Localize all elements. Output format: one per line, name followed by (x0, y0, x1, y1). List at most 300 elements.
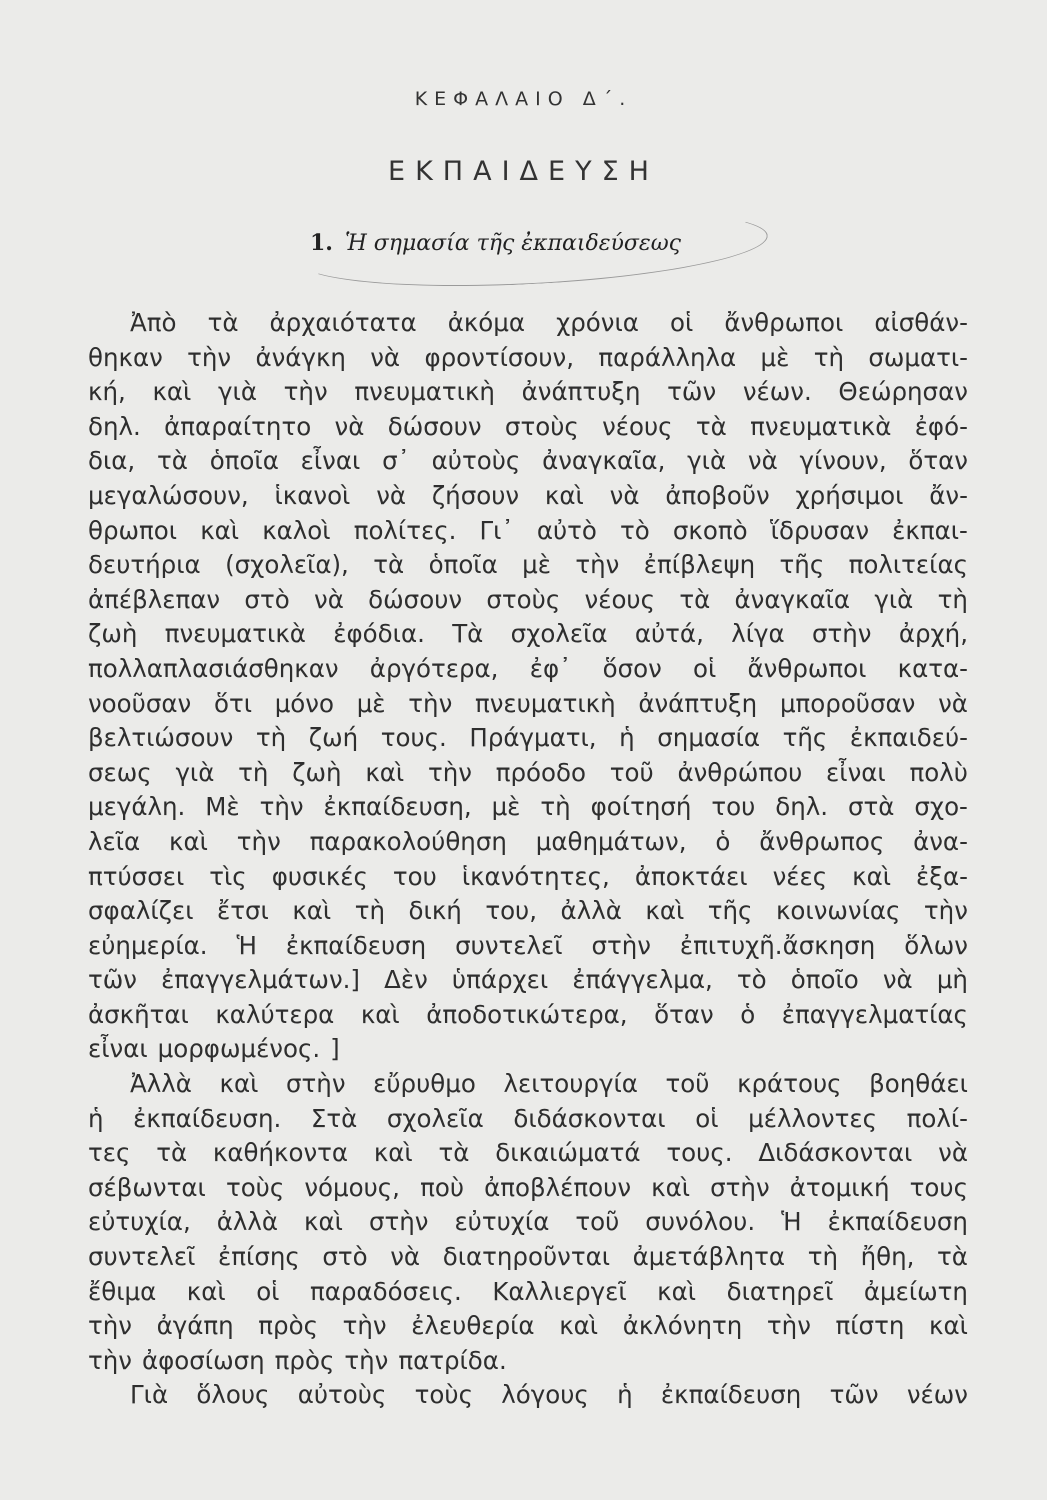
word: Ἡ (236, 930, 257, 960)
word: ἐκπαίδευση (660, 1380, 802, 1410)
word: δικαιώματά (495, 1138, 641, 1168)
word: διδάσκονται (513, 1103, 666, 1133)
word: ἄνθρωποι (724, 308, 844, 337)
word: ἐπιτυχῆ.ἄσκηση (679, 930, 876, 960)
chapter-title: ΕΚΠΑΙΔΕΥΣΗ (388, 156, 659, 187)
word: ἀνάπτυξη (521, 377, 641, 407)
word: εὐτυχία (454, 1207, 550, 1237)
text-line (88, 1102, 968, 1137)
text-line (88, 1136, 968, 1171)
word: ἐξα- (916, 861, 968, 891)
word: ἀποδοτικώτερα, (426, 999, 628, 1029)
word: νόμους, (304, 1172, 400, 1202)
word: πολί- (906, 1103, 968, 1133)
word: Ἡ (781, 1207, 802, 1237)
word: καὶ (929, 1311, 968, 1341)
word: ἀσκῆται (88, 999, 189, 1029)
word: ἀτομική (789, 1172, 890, 1202)
word: αἰσθάν- (874, 308, 968, 337)
word: ἄνθρωπος (759, 826, 885, 856)
text-line (88, 1275, 968, 1310)
word: καὶ (651, 1172, 691, 1202)
word: ἡ (88, 1103, 104, 1133)
word: καὶ (657, 1276, 697, 1306)
word: στὴν (368, 1207, 429, 1237)
word: ὅλων (904, 930, 968, 960)
word: τὴ (813, 342, 844, 372)
text-line (88, 1067, 968, 1102)
word: τῆς (779, 550, 825, 580)
word: νέους (602, 411, 673, 441)
word: ἐκπαίδευση (827, 1207, 968, 1237)
body-text (88, 306, 968, 1413)
word: τοῦ (665, 1069, 710, 1099)
text-line (88, 687, 968, 722)
word: τὸ (620, 515, 650, 545)
word: τὸ (736, 965, 767, 995)
text-line (88, 341, 968, 376)
text-line (88, 1032, 968, 1067)
word: ἀποβλέπουν (484, 1172, 632, 1202)
word: διατηρεῖ (726, 1276, 834, 1306)
word: καὶ (360, 999, 400, 1029)
word: αὐτοὺς (297, 1380, 387, 1410)
word: ἐκπαίδευση, (323, 792, 472, 822)
word: ὅταν (908, 446, 968, 476)
word: Πράγματι, (469, 723, 597, 753)
word: ἐφό- (914, 411, 968, 441)
word: κοινωνίας (775, 896, 901, 926)
word: εἶναι (300, 446, 361, 476)
word: συντελεῖ (88, 1242, 196, 1272)
word: νέων (906, 1380, 968, 1410)
word: νὰ (609, 480, 640, 510)
word: τῶν (667, 377, 717, 407)
word: ὅσον (602, 653, 662, 683)
word: ζήσουν (431, 480, 520, 510)
word: ποὺ (420, 1172, 465, 1202)
word: γιὰ (874, 584, 914, 614)
section-heading (310, 230, 681, 256)
word: Δὲν (384, 965, 428, 995)
word: ἀμείωτη (863, 1276, 968, 1306)
word: ἀγάπη (156, 1311, 234, 1341)
word: μὲ (522, 550, 551, 580)
word: τους. (666, 1138, 733, 1168)
word: τὰ (937, 1242, 968, 1272)
word: τὴν (259, 792, 304, 822)
word: του, (485, 896, 538, 926)
word: ἄνθρωποι (747, 653, 867, 683)
word: αὐτοὺς (431, 446, 521, 476)
word: Διδάσκονται (758, 1138, 913, 1168)
word: ἀφοσίωση (141, 1345, 265, 1375)
word: μορφωμένος. (157, 1034, 321, 1064)
word: φυσικές (271, 861, 368, 891)
word: καλοὶ (262, 515, 331, 545)
word: πνευματικὰ (750, 411, 892, 441)
text-line (88, 825, 968, 860)
word: οἱ (669, 308, 694, 337)
word: καὶ (169, 826, 208, 856)
text-line (88, 756, 968, 791)
word: δια, (88, 446, 136, 476)
word: νέων. (742, 377, 812, 407)
word: σφαλίζει (88, 896, 194, 926)
word: κράτους (737, 1069, 842, 1099)
word: ἀποκτάει (634, 861, 748, 891)
word: νὰ (882, 965, 913, 995)
word: μόνο (274, 688, 334, 718)
word: γιὰ (175, 757, 215, 787)
word: ἀνα- (913, 826, 968, 856)
word: διατηροῦνται (442, 1242, 611, 1272)
word: εὐημερία. (88, 930, 208, 960)
word: νοοῦσαν (88, 688, 192, 718)
text-line (88, 790, 968, 825)
text-line (88, 929, 968, 964)
word: νὰ (376, 480, 407, 510)
word: ἐκπαίδευση (285, 930, 427, 960)
text-line (88, 514, 968, 549)
word: ζωὴ (88, 619, 138, 649)
word: στὴν (286, 1069, 346, 1099)
word: κατα- (897, 653, 968, 683)
word: δώσουν (387, 411, 482, 441)
word: βελτιώσουν (88, 723, 234, 753)
word: συνόλου. (645, 1207, 756, 1237)
word: καὶ (152, 377, 192, 407)
word: τὰ (157, 446, 188, 476)
word: ὁ (715, 826, 731, 856)
word: ἀρχή, (898, 619, 968, 649)
word: στὴν (591, 930, 651, 960)
word: ἐκπαίδευση. (133, 1103, 282, 1133)
word: τες (88, 1138, 131, 1168)
word: ] (330, 1034, 340, 1064)
word: ὑπάρχει (451, 965, 549, 995)
word: ὅταν (654, 999, 714, 1029)
text-line (88, 444, 968, 479)
word: καὶ (304, 1207, 343, 1237)
word: ἀρχαιότατα (269, 308, 417, 337)
word: ἐκπαιδεύ- (849, 723, 968, 753)
word: νὰ (938, 688, 968, 718)
word: ἀργότερα, (369, 653, 499, 683)
word: φροντίσουν, (424, 342, 575, 372)
word: νέους (584, 584, 655, 614)
word: καὶ (559, 1311, 599, 1341)
word: τὴν (428, 757, 472, 787)
word: αὐτά, (634, 619, 704, 649)
word: τὴν (923, 896, 968, 926)
text-line (88, 617, 968, 652)
word: τῶν (829, 1380, 879, 1410)
word: ἀπαραίτητο (164, 411, 312, 441)
word: τὰ (207, 308, 239, 337)
word: πνευματικὴ (354, 377, 495, 407)
word: ἐπαγγελματίας (781, 999, 968, 1029)
word: στοὺς (486, 584, 561, 614)
text-line (88, 1240, 968, 1275)
word: παράλληλα (598, 342, 737, 372)
word: καὶ (365, 757, 405, 787)
word: ὁ (740, 999, 756, 1029)
word: στοὺς (504, 411, 579, 441)
text-line (88, 479, 968, 514)
text-line (88, 375, 968, 410)
word: ἀλλὰ (216, 1207, 279, 1237)
text-line (88, 860, 968, 895)
word: καὶ (373, 1138, 413, 1168)
word: πατρίδα. (398, 1345, 507, 1375)
word: στὴν (710, 1172, 770, 1202)
word: αὐτὸ (536, 515, 597, 545)
word: ὁποῖα (209, 446, 279, 476)
word: τους (909, 1172, 968, 1202)
word: ἐπάγγελμα, (572, 965, 713, 995)
word: ἀκλόνητη (622, 1311, 743, 1341)
word: νὰ (747, 446, 778, 476)
word: δώσουν (368, 584, 463, 614)
word: τοὺς (414, 1380, 473, 1410)
word: τὰ (695, 411, 727, 441)
word: λεῖα (88, 826, 141, 856)
text-line (88, 583, 968, 618)
word: τὴ (255, 723, 287, 753)
word: καὶ (200, 515, 240, 545)
word: ἐλευθερία (411, 1311, 535, 1341)
word: σχολεῖα (510, 619, 608, 649)
word: μεγάλη. (88, 792, 186, 822)
word: καὶ (292, 896, 332, 926)
word: ἱκανοὶ (274, 480, 351, 510)
word: στὴν (811, 619, 872, 649)
word: μὲ (491, 792, 521, 822)
word: ἡ (617, 1380, 633, 1410)
word: τὰ (679, 584, 711, 614)
word: ἐπίσης (218, 1242, 300, 1272)
word: εἶναι (826, 757, 886, 787)
word: πρόοδο (495, 757, 586, 787)
word: δική (408, 896, 462, 926)
word: σέβωνται (88, 1172, 206, 1202)
text-line (88, 1171, 968, 1206)
word: νὰ (938, 1138, 968, 1168)
word: ἄν- (929, 480, 968, 510)
word: ἀνθρώπου (677, 757, 803, 787)
word: του (392, 861, 437, 891)
word: μεγαλώσουν, (88, 480, 249, 510)
word: τὴ (354, 896, 386, 926)
word: Μὲ (205, 792, 240, 822)
word: βοηθάει (869, 1069, 968, 1099)
word: τῆς (707, 896, 753, 926)
word: καλύτερα (215, 999, 335, 1029)
word: ἀνάπτυξη (638, 688, 758, 718)
word: ζωή (308, 723, 359, 753)
word: μὴ (936, 965, 968, 995)
word: σωματι- (868, 342, 968, 372)
word: τὴν (344, 1345, 389, 1375)
word: ἔθιμα (88, 1276, 157, 1306)
word: πνευματικὴ (475, 688, 616, 718)
word: λόγους (501, 1380, 589, 1410)
text-line (88, 1344, 968, 1379)
word: ἵδρυσαν (770, 515, 870, 545)
word: καὶ (544, 480, 584, 510)
text-line (88, 652, 968, 687)
word: φοίτησή (590, 792, 692, 822)
word: τὴ (540, 792, 571, 822)
word: ἤθη, (860, 1242, 915, 1272)
word: ἐφ᾽ (529, 653, 572, 683)
word: πολιτείας (848, 550, 968, 580)
word: νέες (772, 861, 828, 891)
word: οἱ (256, 1276, 280, 1306)
word: στὸ (244, 584, 290, 614)
word: τοῦ (609, 757, 654, 787)
word: θρωποι (88, 515, 178, 545)
word: ἀπέβλεπαν (88, 584, 221, 614)
word: ἀποβοῦν (665, 480, 770, 510)
word: τὴ (807, 1242, 838, 1272)
word: καὶ (645, 896, 685, 926)
section-title: Ἡ σημασία τῆς ἐκπαιδεύσεως (344, 231, 681, 256)
word: τὴν (766, 1311, 811, 1341)
word: ἐφόδια. (333, 619, 425, 649)
word: τὰ (373, 550, 405, 580)
word: μποροῦσαν (779, 688, 916, 718)
word: τὴν (408, 688, 453, 718)
word: δηλ. (88, 411, 141, 441)
word: παρακολούθηση (309, 826, 507, 856)
word: τὴν (88, 1311, 132, 1341)
word: πολὺ (909, 757, 968, 787)
word: πτύσσει (88, 861, 185, 891)
word: νὰ (334, 411, 365, 441)
word: ἀκόμα (447, 308, 526, 337)
word: χρήσιμοι (795, 480, 904, 510)
word: λίγα (731, 619, 785, 649)
word: μὲ (356, 688, 386, 718)
word: δευτήρια (88, 550, 201, 580)
word: Ἀλλὰ (130, 1069, 192, 1099)
text-line (88, 1309, 968, 1344)
word: καθήκοντα (212, 1138, 349, 1168)
word: καὶ (852, 861, 892, 891)
text-line (88, 410, 968, 445)
word: (σχολεῖα), (225, 550, 349, 580)
word: πρὸς (274, 1345, 335, 1375)
word: ὅτι (213, 688, 252, 718)
word: τὴν (187, 342, 232, 372)
word: ὁποῖο (790, 965, 859, 995)
word: ἀλλὰ (560, 896, 622, 926)
word: στὰ (848, 792, 895, 822)
word: σκοπὸ (672, 515, 748, 545)
chapter-label: ΚΕΦΑΛΑΙΟ Δ΄. (414, 88, 633, 110)
word: ἔτσι (217, 896, 269, 926)
word: ἀναγκαῖα (734, 584, 851, 614)
word: Τὰ (452, 619, 484, 649)
word: ὅλους (196, 1380, 270, 1410)
text-line (88, 548, 968, 583)
word: τοὺς (225, 1172, 285, 1202)
word: Καλλιεργεῖ (492, 1276, 627, 1306)
word: καὶ (219, 1069, 259, 1099)
word: Γι᾽ (479, 515, 514, 545)
word: εὔρυθμο (373, 1069, 476, 1099)
text-line (88, 963, 968, 998)
text-line (88, 306, 968, 341)
word: ἀνάγκη (255, 342, 346, 372)
word: τὴν (342, 1311, 387, 1341)
word: τὴν (236, 826, 281, 856)
word: εὐτυχία, (88, 1207, 191, 1237)
text-line (88, 1205, 968, 1240)
word: τὴ (238, 757, 269, 787)
word: σεως (88, 757, 152, 787)
word: Θεώρησαν (838, 377, 968, 407)
text-line (88, 894, 968, 929)
word: σ᾽ (382, 446, 410, 476)
word: γίνουν, (799, 446, 887, 476)
word: οἱ (693, 653, 717, 683)
word: καὶ (186, 1276, 226, 1306)
word: πρὸς (258, 1311, 318, 1341)
word: τοῦ (575, 1207, 620, 1237)
word: λειτουργία (503, 1069, 638, 1099)
word: ἐπαγγελμάτων.] (161, 965, 360, 995)
word: τὶς (209, 861, 247, 891)
word: ἀναγκαῖα, (542, 446, 666, 476)
word: παραδόσεις. (309, 1276, 462, 1306)
word: νὰ (370, 342, 401, 372)
word: ἱκανότητες, (461, 861, 610, 891)
word: γιὰ (687, 446, 727, 476)
word: μαθημάτων, (535, 826, 687, 856)
word: ἡ (619, 723, 635, 753)
word: μέλλοντες (748, 1103, 877, 1133)
word: τους. (380, 723, 447, 753)
text-line (88, 998, 968, 1033)
word: πίστη (835, 1311, 905, 1341)
text-line (88, 1378, 968, 1413)
word: μὲ (760, 342, 790, 372)
word: στὸ (322, 1242, 368, 1272)
word: τὴν (88, 1345, 132, 1375)
word: σημασία (657, 723, 761, 753)
word: τὴν (575, 550, 620, 580)
word: Γιὰ (130, 1380, 169, 1410)
word: Στὰ (310, 1103, 358, 1133)
word: ὁποῖα (428, 550, 498, 580)
text-line (88, 721, 968, 756)
word: γιὰ (218, 377, 257, 407)
word: ἀμετάβλητα (632, 1242, 786, 1272)
word: τὰ (438, 1138, 470, 1168)
word: χρόνια (556, 308, 639, 337)
word: εἶναι (88, 1034, 148, 1064)
word: οἱ (695, 1103, 719, 1133)
word: πνευματικὰ (164, 619, 306, 649)
word: συντελεῖ (455, 930, 563, 960)
word: πολίτες. (353, 515, 457, 545)
word: κή, (88, 377, 126, 407)
word: τὴ (937, 584, 968, 614)
word: τὰ (156, 1138, 188, 1168)
